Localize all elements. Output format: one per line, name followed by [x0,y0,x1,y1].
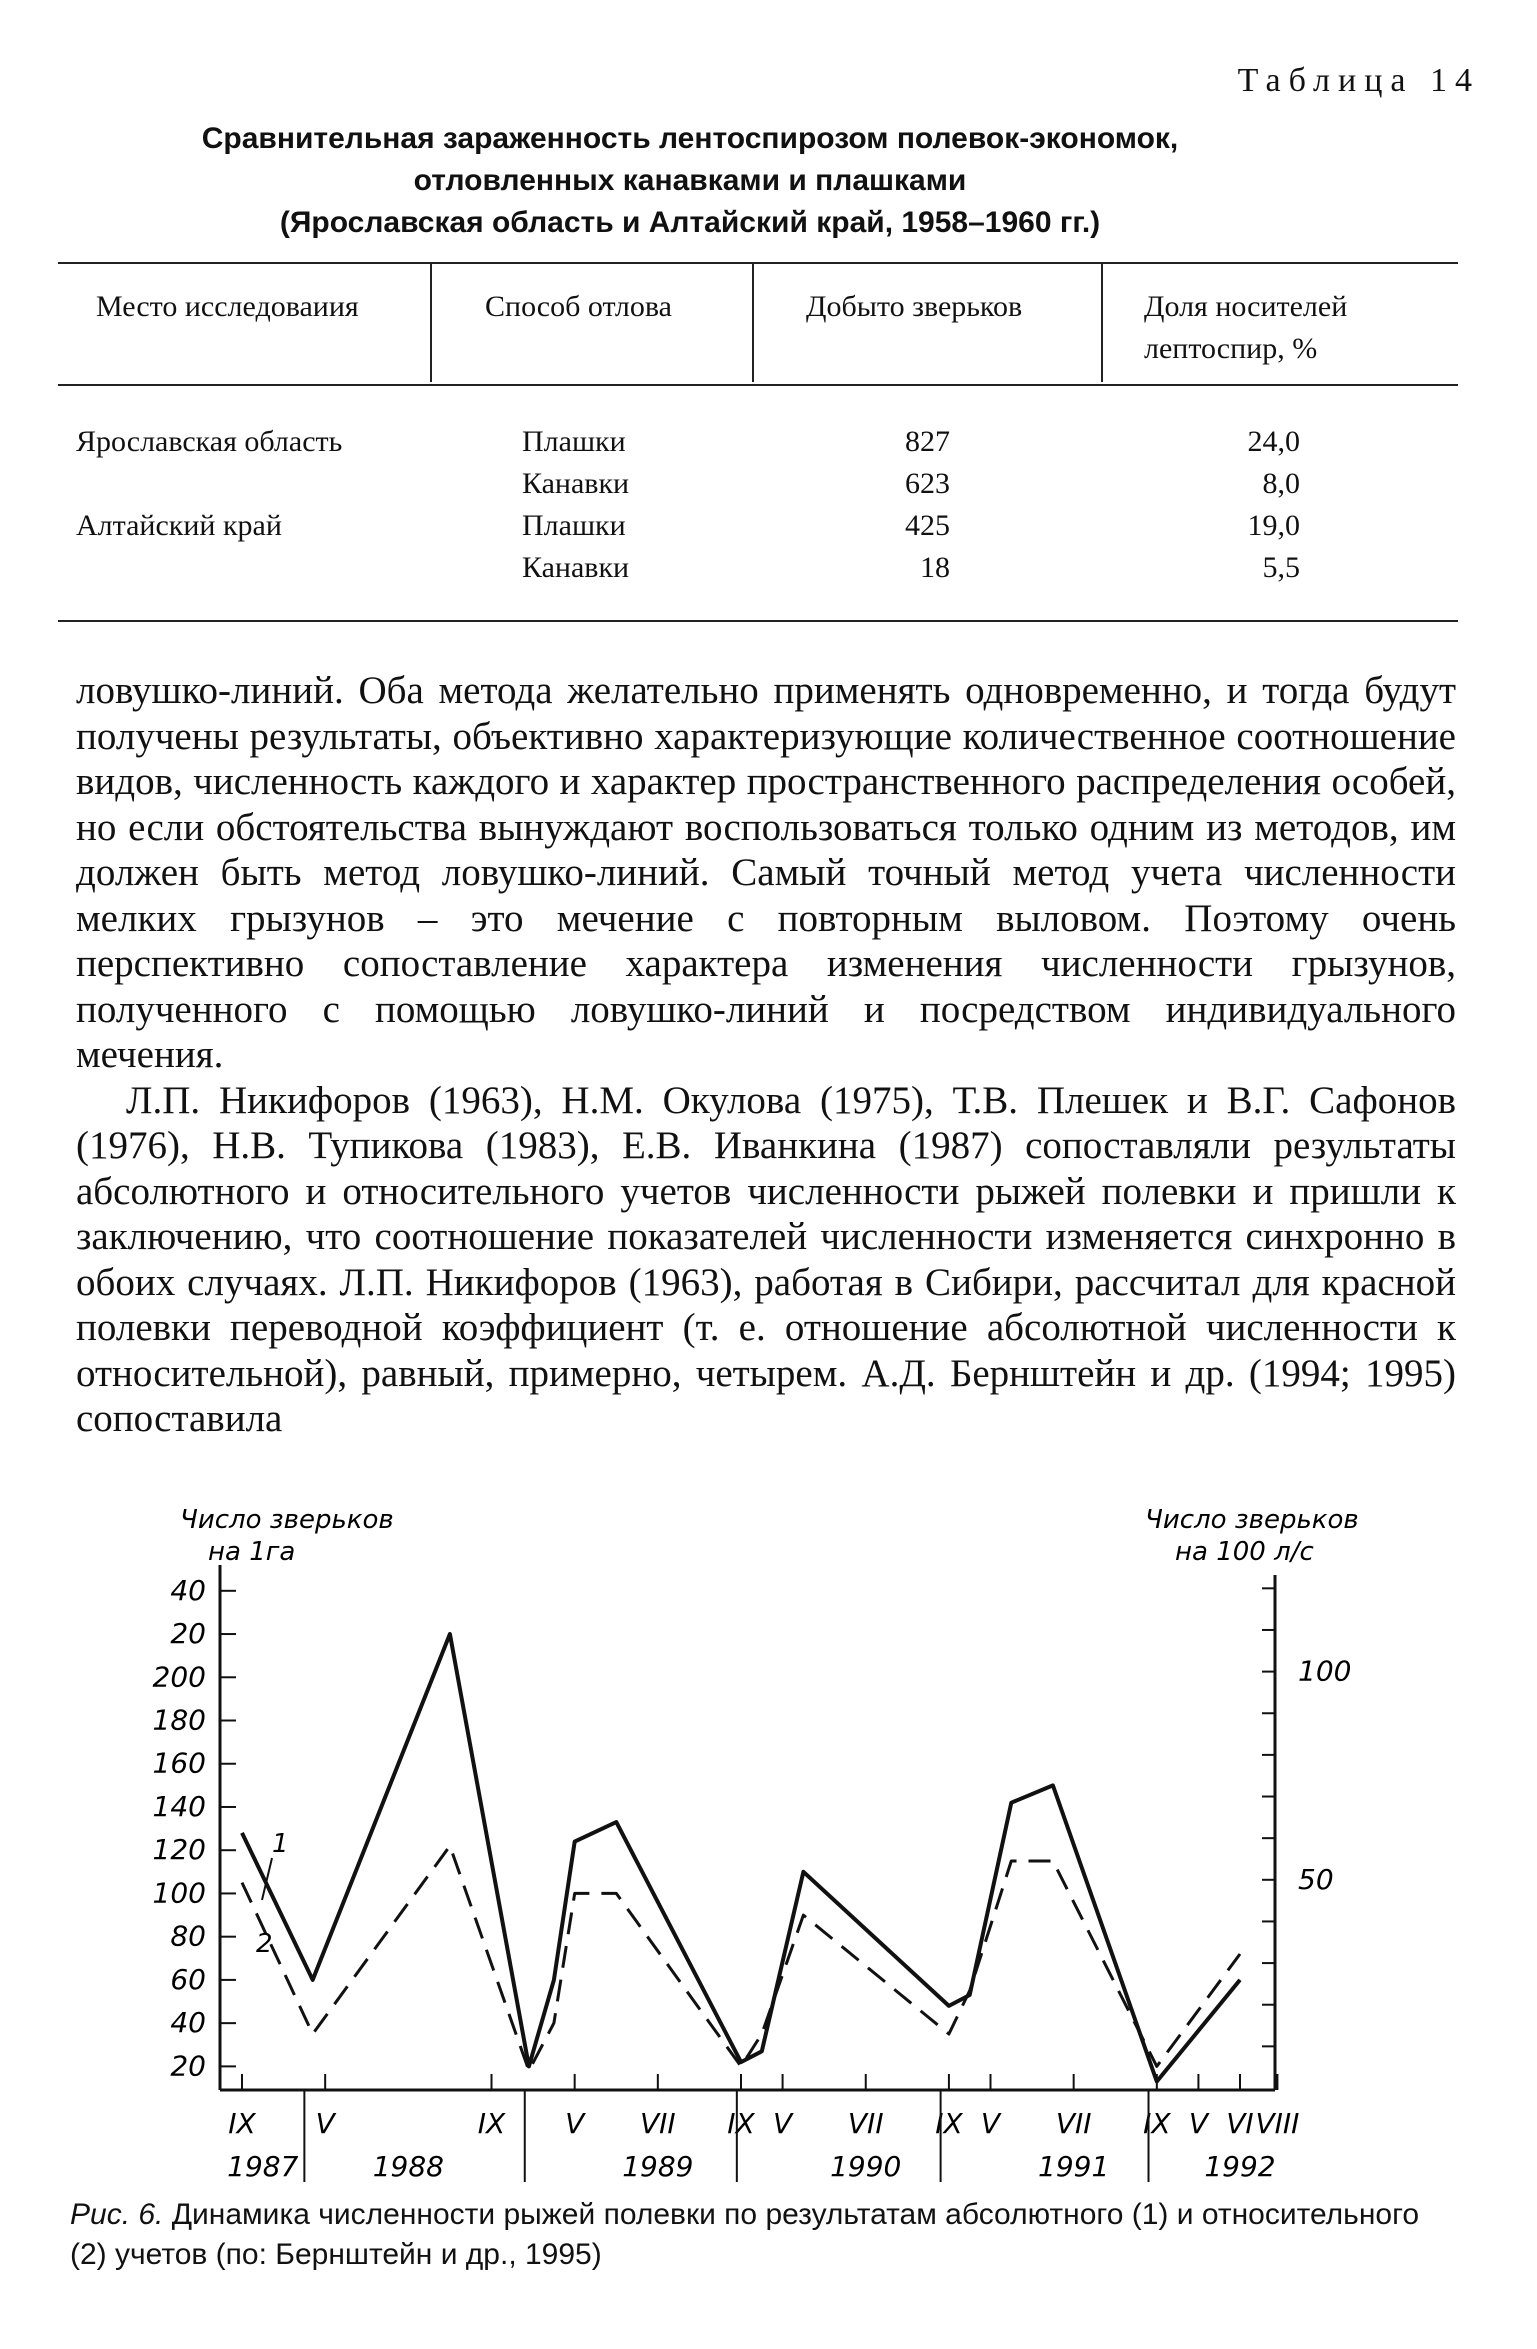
cell-method: Канавки [522,467,630,500]
x-year-label: 1990 [830,2150,902,2183]
left-tick-label: 60 [170,1962,206,1996]
paragraph: ловушко-линий. Оба метода желательно применять одновременно, и тогда будут получены результаты, объективно характеризующие количественное соотношение видов, численность каждого и характер пространственного распределения особей, но если обстоятельства вынуждают воспользоваться только одним из методов, им должен быть метод ловушко-линий. Самый точный метод учета численности мелких грызунов – это мечение с повторным выловом. Поэтому очень перспективно сопоставление характера изменения численности грызунов, полученного с помощью ловушко-линий и посредством индивидуального мечения. [76,669,1456,1076]
table-title-line: отловленных канавками и плашками [413,164,967,197]
cell-method: Плашки [522,509,626,542]
cell-place: Ярославская область [76,425,343,458]
series-line-2 [242,1846,1240,2071]
table-header-share: Доля носителей лептоспир, % [1144,290,1348,365]
left-tick-label: 120 [152,1833,206,1867]
table-number: Таблица 14 [1237,62,1480,99]
x-tick-label: V [980,2107,1001,2140]
cell-share: 24,0 [1247,425,1300,458]
x-tick-label: VIII [1255,2107,1300,2140]
caption-prefix: Рис. 6. [70,2198,164,2231]
left-tick-label: 140 [152,1789,206,1823]
left-tick-label: 200 [152,1660,206,1694]
x-tick-label: IX [477,2107,506,2140]
table-header-place: Место исследоваиия [96,290,359,323]
cell-share: 19,0 [1247,509,1300,542]
x-year-label: 1988 [372,2150,444,2183]
left-tick-label: 40 [170,2006,206,2040]
cell-share: 5,5 [1262,551,1300,584]
right-tick-label: 100 [1298,1654,1352,1688]
x-tick-label: V [565,2107,585,2140]
cell-share: 8,0 [1262,467,1300,500]
figure-caption [70,2195,1450,2275]
x-tick-label: IX [228,2107,256,2140]
x-tick-label: VI [1226,2107,1254,2140]
table-header-caught: Добыто зверьков [806,290,1023,323]
x-year-label: 1987 [227,2150,299,2183]
x-tick-label: IX [1143,2107,1171,2140]
left-tick-label: 20 [170,1617,206,1651]
left-tick-label: 80 [170,1919,206,1953]
cell-caught: 18 [920,551,950,584]
right-axis-title-line: на 100 л/с [1175,1537,1314,1567]
left-axis-title [180,1505,394,1567]
left-ticks [153,1574,236,2083]
x-tick-label: V [773,2107,793,2140]
x-tick-label: V [1188,2107,1208,2140]
cell-caught: 827 [905,425,950,458]
paragraph: Л.П. Никифоров (1963), Н.М. Окулова (1975), Т.В. Плешек и В.Г. Сафонов (1976), Н.В. Тупикова (1983), Е.В. Иванкина (1987) сопоставляли результаты абсолютного и относительного учетов численности рыжей полевки и пришли к заключению, что соотношение показателей численности изменяется синхронно в обоих случаях. Л.П. Никифоров (1963), работая в Сибири, рассчитал для красной полевки переводной коэффициент (т. е. отношение абсолютной численности к относительной), равный, примерно, четырем. А.Д. Бернштейн и др. (1994; 1995) сопоставила [76,1078,1456,1440]
table-header-method: Способ отлова [485,290,672,323]
x-tick-label: IX [935,2107,963,2140]
left-tick-label: 160 [152,1746,206,1780]
series-label-1: 1 [272,1829,289,1859]
series-line-1 [242,1634,1240,2082]
left-tick-label: 100 [152,1876,206,1910]
left-tick-label: 20 [170,2049,206,2083]
left-tick-label: 180 [152,1703,206,1737]
table-title-line: (Ярославская область и Алтайский край, 1958–1960 гг.) [279,206,1101,239]
cell-caught: 425 [905,509,950,542]
left-axis-title-line: Число зверьков [180,1505,394,1535]
left-tick-label: 40 [170,1573,206,1607]
caption-text: Динамика численности рыжей полевки по результатам абсолютного (1) и относительного (2) учетов (по: Бернштейн и др., 1995) [70,2198,1420,2271]
x-year-label: 1989 [622,2150,694,2183]
x-tick-label: VII [639,2107,676,2140]
x-tick-label: IX [727,2107,755,2140]
right-tick-label: 50 [1298,1862,1334,1896]
cell-method: Плашки [522,425,626,458]
x-year-label: 1992 [1204,2150,1276,2183]
series-layer [242,1634,1240,2082]
right-axis-title [1145,1505,1359,1567]
right-axis-title-line: Число зверьков [1145,1505,1359,1535]
x-tick-label: V [315,2107,335,2140]
table-title-line: Сравнительная зараженность лентоспирозом полевок-экономок, [201,122,1179,155]
x-year-label: 1991 [1038,2150,1110,2183]
cell-place: Алтайский край [76,509,282,542]
left-axis-title-line: на 1га [208,1537,296,1567]
series-label-2: 2 [256,1929,273,1959]
cell-caught: 623 [905,467,950,500]
cell-method: Канавки [522,551,630,584]
x-tick-label: VII [1055,2107,1092,2140]
x-tick-label: VII [847,2107,884,2140]
